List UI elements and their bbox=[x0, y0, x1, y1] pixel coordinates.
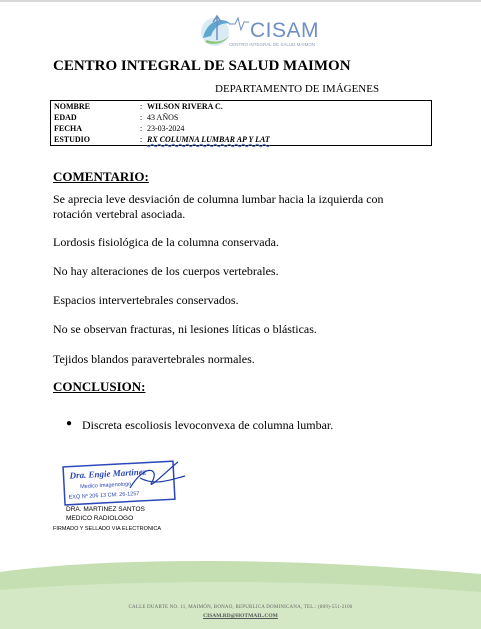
info-value-date: 23-03-2024 bbox=[147, 124, 185, 133]
stamp-name: Dra. Engie Martinez bbox=[69, 466, 147, 481]
comment-paragraph: No hay alteraciones de los cuerpos vertebrales. bbox=[53, 264, 279, 278]
conclusion-text: Discreta escoliosis levoconvexa de columna lumbar. bbox=[82, 418, 334, 432]
info-colon: : bbox=[140, 135, 143, 144]
comment-paragraph: Espacios intervertebrales conservados. bbox=[53, 293, 239, 307]
comment-paragraph: Tejidos blandos paravertebrales normales. bbox=[53, 352, 255, 366]
logo-text: CISAM bbox=[250, 19, 320, 42]
footer-address: CALLE DUARTE NO. 11, MAIMÓN, BONAO, REPUBLICA DOMINICANA, TEL.: (809)-551-2106 bbox=[128, 605, 353, 610]
doctor-stamp-signature bbox=[60, 458, 190, 508]
comentario-heading: COMENTARIO: bbox=[53, 169, 149, 184]
footer-email-link[interactable]: CISAM.RD@HOTMAIL.COM bbox=[203, 613, 278, 619]
info-colon: : bbox=[140, 113, 143, 122]
conclusion-heading: CONCLUSION: bbox=[53, 379, 146, 394]
patient-info-box bbox=[50, 100, 432, 146]
doctor-role: MEDICO RADIOLOGO bbox=[66, 515, 134, 522]
info-label: ESTUDIO bbox=[54, 135, 91, 144]
info-value-name: WILSON RIVERA C. bbox=[147, 102, 223, 111]
stamp-exq: EXQ Nº 206 13 CM: 26-1257 bbox=[68, 491, 140, 501]
comment-paragraph: Lordosis fisiológica de la columna conservada. bbox=[53, 235, 279, 249]
department-name: DEPARTAMENTO DE IMÁGENES bbox=[215, 83, 380, 95]
logo-subtitle: CENTRO INTEGRAL DE SALUD MAIMON bbox=[229, 42, 316, 47]
bullet-dot-icon: ● bbox=[66, 418, 73, 429]
info-value-study: RX COLUMNA LUMBAR AP Y LAT bbox=[147, 135, 270, 144]
info-label: EDAD bbox=[54, 113, 77, 122]
top-border-line bbox=[0, 0, 481, 2]
info-label: FECHA bbox=[54, 124, 82, 133]
info-value-age: 43 AÑOS bbox=[147, 113, 179, 122]
signature-note: FIRMADO Y SELLADO VIA ELECTRONICA bbox=[53, 526, 161, 532]
info-colon: : bbox=[140, 124, 143, 133]
logo-heartbeat-icon bbox=[229, 18, 249, 30]
comment-paragraph: No se observan fracturas, ni lesiones líticas o blásticas. bbox=[53, 322, 317, 336]
stamp-role: Medico Imagenologo bbox=[80, 481, 132, 491]
comment-paragraph: Se aprecia leve desviación de columna lumbar hacia la izquierda con rotación vertebral asociada. bbox=[53, 192, 384, 221]
document-title: CENTRO INTEGRAL DE SALUD MAIMON bbox=[53, 58, 351, 74]
doctor-name: DRA. MARTINEZ SANTOS bbox=[66, 506, 145, 513]
info-colon: : bbox=[140, 102, 143, 111]
info-label: NOMBRE bbox=[54, 102, 90, 111]
